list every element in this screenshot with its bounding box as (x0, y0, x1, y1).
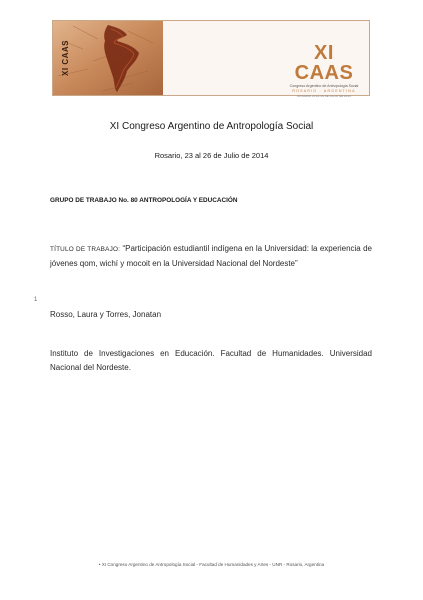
congress-dates: Rosario, 23 al 26 de Julio de 2014 (154, 151, 269, 160)
work-title-block (50, 242, 372, 270)
work-title-text: “Participación estudiantil indígena en la Universidad: la experiencia de jóvenes qom, wichí y mocoit en la Universidad Nacional del Nordeste” (50, 244, 372, 268)
latin-america-map-logo (53, 21, 163, 95)
banner-location: ROSARIO · ARGENTINA (292, 89, 356, 93)
congress-title: XI Congreso Argentino de Antropología Social (109, 121, 314, 132)
logo-vertical-title: XI CAAS (60, 40, 70, 76)
banner-title: XI CAAS (294, 42, 354, 84)
institution: Instituto de Investigaciones en Educación. Facultad de Humanidades. Universidad Nacional del Nordeste. (50, 349, 372, 372)
banner-subtitle: Congreso Argentino de Antropología Social (289, 84, 359, 88)
congress-banner (52, 20, 370, 96)
banner-dates: ROSARIO 23 AL 26 DE JULIO DE 2014 (297, 94, 351, 98)
working-group: GRUPO DE TRABAJO No. 80 ANTROPOLOGÍA Y EDUCACIÓN (50, 197, 238, 204)
banner-title-block (283, 43, 365, 98)
work-title-label: TÍTULO DE TRABAJO: (50, 246, 121, 253)
page-footer: • XI Congreso Argentino de Antropología Social - Facultad de Humanidades y Artes - UNR - Rosario, Argentina (98, 562, 325, 567)
footnote-mark: 1 (34, 297, 38, 303)
authors: Rosso, Laura y Torres, Jonatan (50, 310, 162, 319)
logo-vertical-label (57, 27, 73, 89)
